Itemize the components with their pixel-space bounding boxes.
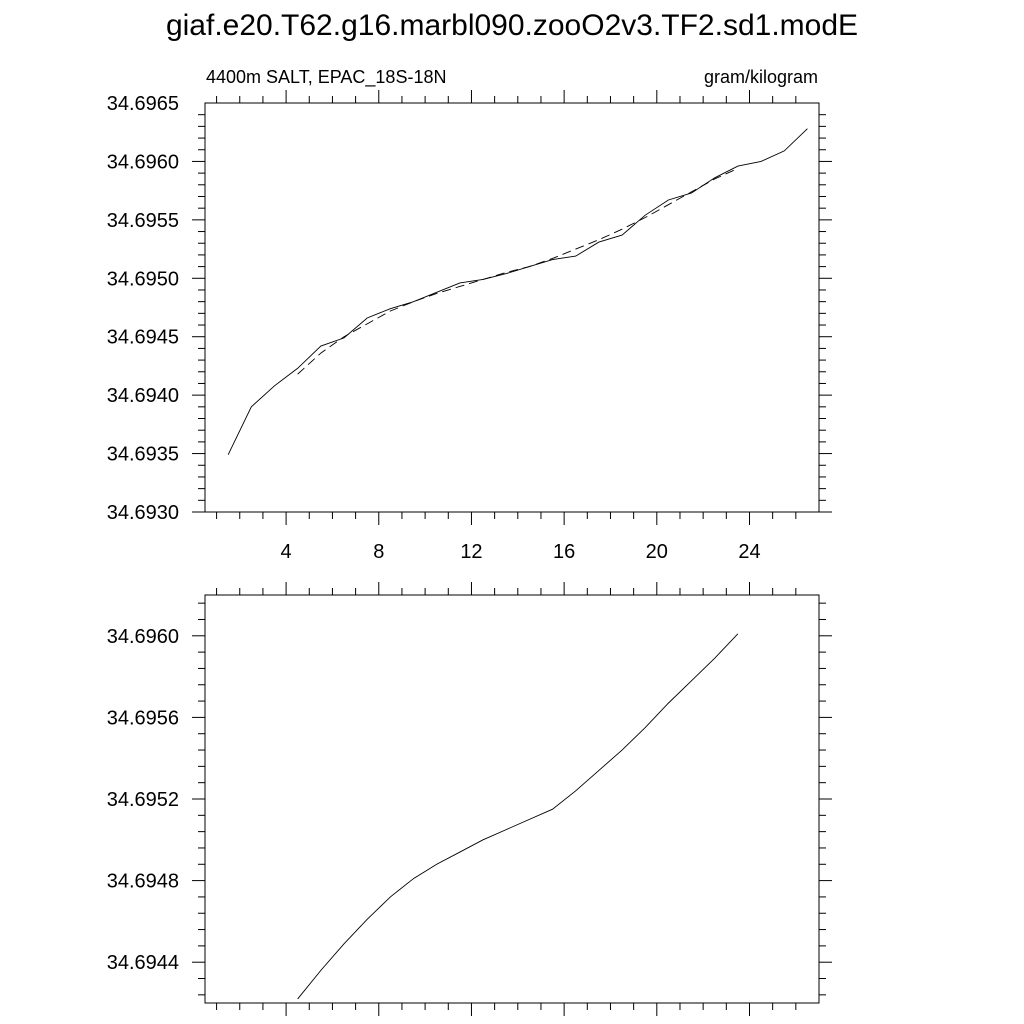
y-tick-label: 34.6950 (106, 268, 179, 291)
page-title: giaf.e20.T62.g16.marbl090.zooO2v3.TF2.sd1.modE (165, 9, 859, 42)
y-tick-label: 34.6960 (106, 151, 179, 174)
x-tick-label: 16 (553, 541, 576, 563)
top-panel (107, 67, 832, 563)
plot-frame (205, 103, 819, 512)
plot-frame (205, 595, 819, 1003)
y-tick-label: 34.6952 (106, 789, 179, 811)
subtitle-variable: 4400m SALT, EPAC_18S-18N (206, 67, 447, 87)
y-tick-label: 34.6945 (106, 326, 179, 349)
bottom-panel (107, 582, 832, 1016)
y-tick-label: 34.6955 (106, 209, 179, 232)
y-tick-label: 34.6960 (106, 625, 179, 648)
y-tick-label: 34.6948 (106, 870, 179, 893)
x-tick-label: 4 (280, 541, 292, 563)
x-tick-label: 20 (645, 541, 668, 563)
y-tick-label: 34.6956 (106, 707, 179, 730)
y-tick-label: 34.6965 (106, 93, 179, 115)
x-tick-label: 8 (373, 541, 385, 563)
y-tick-label: 34.6940 (106, 385, 179, 408)
y-tick-label: 34.6944 (106, 952, 179, 975)
series-line (228, 129, 807, 455)
y-tick-label: 34.6930 (106, 502, 179, 524)
y-tick-label: 34.6935 (106, 443, 179, 466)
subtitle-units: gram/kilogram (703, 67, 818, 87)
series-line (298, 634, 738, 999)
x-tick-label: 24 (738, 541, 761, 563)
x-tick-label: 12 (460, 541, 483, 563)
